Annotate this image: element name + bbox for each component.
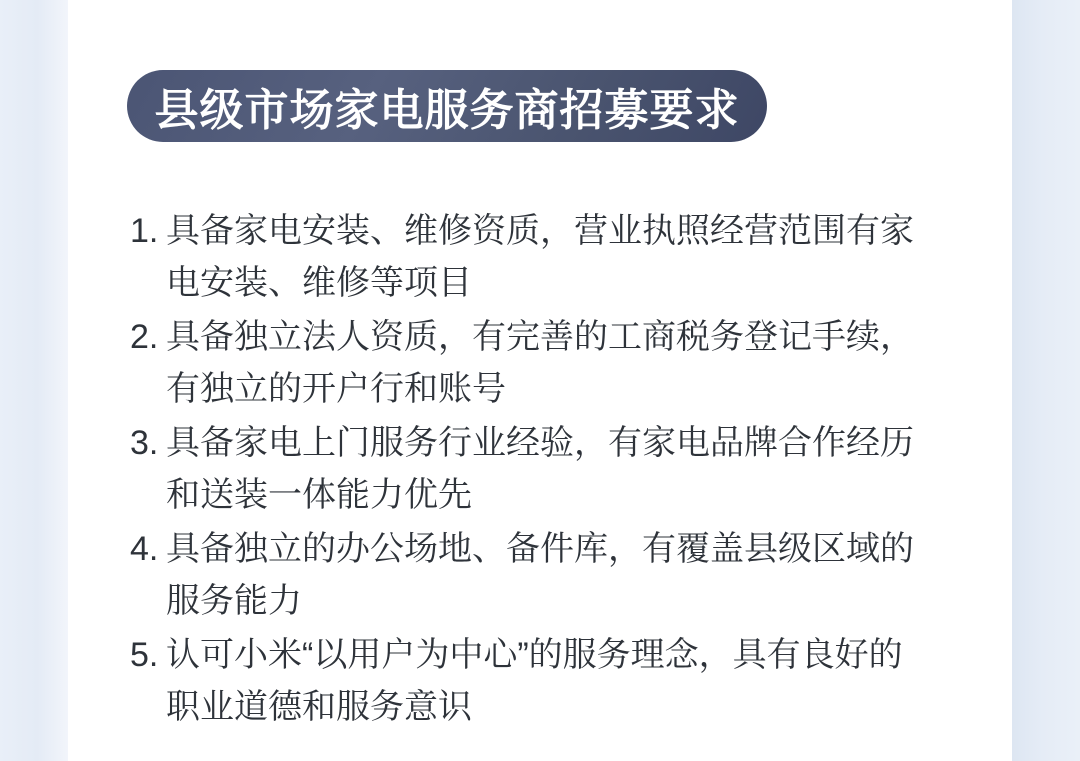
content-card — [68, 0, 1012, 761]
item-line-2: 有独立的开户行和账号 — [166, 370, 506, 408]
list-item — [130, 205, 1010, 309]
title-banner — [127, 70, 767, 142]
item-number: 1. — [130, 212, 159, 250]
list-item — [130, 523, 1010, 627]
item-text — [166, 417, 1010, 521]
requirements-list — [130, 205, 1010, 735]
item-number: 3. — [130, 424, 159, 462]
item-line-2: 服务能力 — [166, 582, 302, 620]
item-text — [166, 523, 1010, 627]
item-line-2: 和送装一体能力优先 — [166, 476, 472, 514]
item-line-1: 具备家电上门服务行业经验，有家电品牌合作经历 — [166, 424, 914, 462]
item-line-1: 具备独立法人资质，有完善的工商税务登记手续， — [166, 318, 914, 356]
item-line-1: 具备独立的办公场地、备件库，有覆盖县级区域的 — [166, 530, 914, 568]
item-text — [166, 205, 1010, 309]
item-line-1: 认可小米“以用户为中心”的服务理念，具有良好的 — [166, 636, 903, 674]
right-margin-strip — [1012, 0, 1080, 761]
item-text — [166, 629, 1010, 733]
item-line-2: 电安装、维修等项目 — [166, 264, 472, 302]
left-margin-strip — [0, 0, 68, 761]
list-item — [130, 311, 1010, 415]
item-number: 4. — [130, 530, 159, 568]
item-number: 5. — [130, 636, 159, 674]
item-text — [166, 311, 1010, 415]
item-line-2: 职业道德和服务意识 — [166, 688, 472, 726]
list-item — [130, 417, 1010, 521]
item-number: 2. — [130, 318, 159, 356]
list-item — [130, 629, 1010, 733]
item-line-1: 具备家电安装、维修资质，营业执照经营范围有家 — [166, 212, 914, 250]
page-title: 县级市场家电服务商招募要求 — [154, 86, 740, 135]
